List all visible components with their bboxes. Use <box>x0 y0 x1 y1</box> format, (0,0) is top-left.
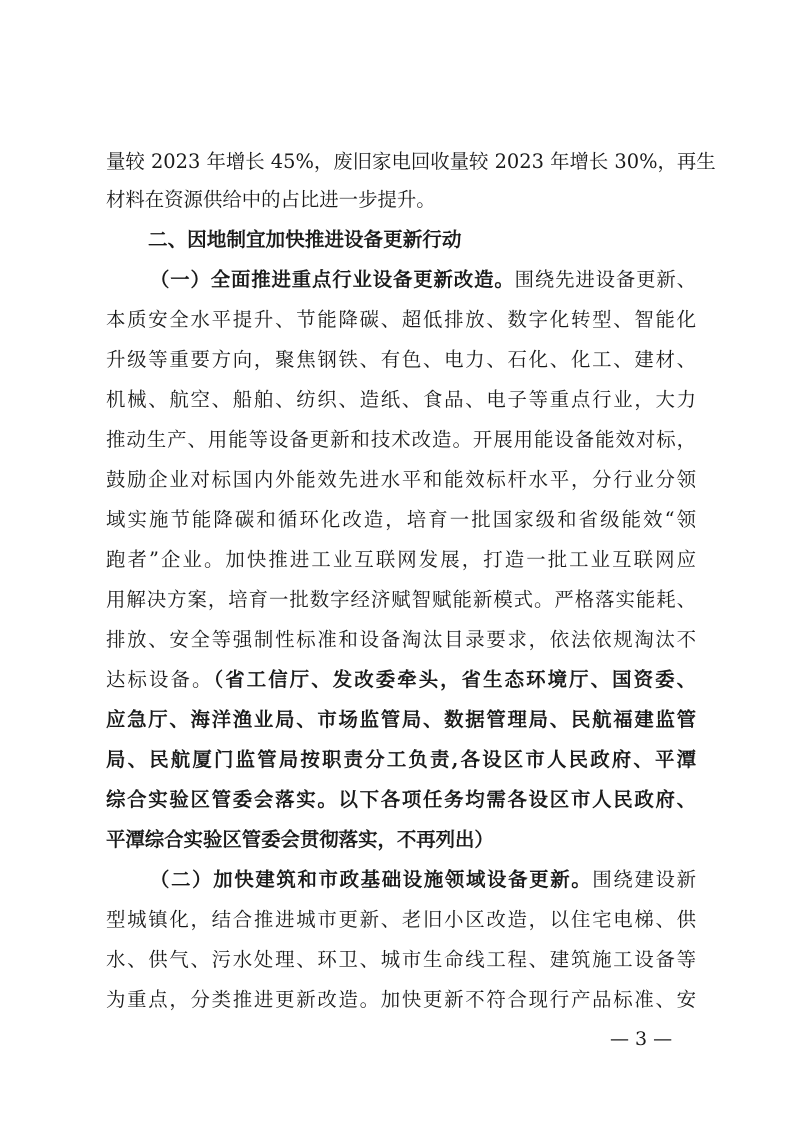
paragraph-1-first-line <box>150 260 696 300</box>
paragraph-1-title-rest: 围绕先进设备更新、 <box>514 268 697 291</box>
section-heading: 二、因地制宜加快推进设备更新行动 <box>148 228 462 251</box>
body-text-line: 用解决方案，培育一批数字经济赋智赋能新模式。严格落实能耗、 <box>106 588 696 611</box>
responsibility-note: （省工信厅、发改委牵头，省生态环境厅、国资委、 <box>213 668 696 691</box>
responsibility-note-line: 应急厅、海洋渔业局、市场监管局、数据管理局、民航福建监管 <box>106 708 696 731</box>
responsibility-note-line: 平潭综合实验区管委会贯彻落实，不再列出） <box>106 828 494 851</box>
body-text-line: 机械、航空、船舶、纺织、造纸、食品、电子等重点行业，大力 <box>106 388 696 411</box>
body-text-line: 排放、安全等强制性标准和设备淘汰目录要求，依法依规淘汰不 <box>106 628 696 651</box>
body-text-line: 鼓励企业对标国内外能效先进水平和能效标杆水平，分行业分领 <box>106 468 696 491</box>
page-number: — 3 — <box>610 1028 673 1050</box>
body-text-line: 本质安全水平提升、节能降碳、超低排放、数字化转型、智能化 <box>106 308 696 331</box>
body-text-line: 跑者”企业。加快推进工业互联网发展，打造一批工业互联网应 <box>106 548 696 571</box>
body-text-line: 为重点，分类推进更新改造。加快更新不符合现行产品标准、安 <box>106 988 696 1011</box>
body-text-line: 升级等重要方向，聚焦钢铁、有色、电力、石化、化工、建材、 <box>106 348 696 371</box>
paragraph-2-first-line <box>150 860 696 900</box>
body-text-line: 型城镇化，结合推进城市更新、老旧小区改造，以住宅电梯、供 <box>106 908 696 931</box>
body-text-line-mixed <box>106 660 696 700</box>
responsibility-note-line: 局、民航厦门监管局按职责分工负责,各设区市人民政府、平潭 <box>106 748 696 771</box>
responsibility-note-line: 综合实验区管委会落实。以下各项任务均需各设区市人民政府、 <box>106 788 696 811</box>
body-text-plain: 达标设备。 <box>106 668 214 691</box>
paragraph-2-title: （二）加快建筑和市政基础设施领域设备更新。 <box>150 868 593 891</box>
body-text-line: 材料在资源供给中的占比进一步提升。 <box>106 188 436 211</box>
paragraph-2-title-rest: 围绕建设新 <box>592 868 697 891</box>
body-text-line: 推动生产、用能等设备更新和技术改造。开展用能设备能效对标， <box>106 428 696 451</box>
body-text-line: 域实施节能降碳和循环化改造，培育一批国家级和省级能效“领 <box>106 508 696 531</box>
body-text-line: 量较 2023 年增长 45%，废旧家电回收量较 2023 年增长 30%，再生 <box>106 150 716 173</box>
body-text-line: 水、供气、污水处理、环卫、城市生命线工程、建筑施工设备等 <box>106 948 696 971</box>
paragraph-1-title: （一）全面推进重点行业设备更新改造。 <box>150 268 515 291</box>
